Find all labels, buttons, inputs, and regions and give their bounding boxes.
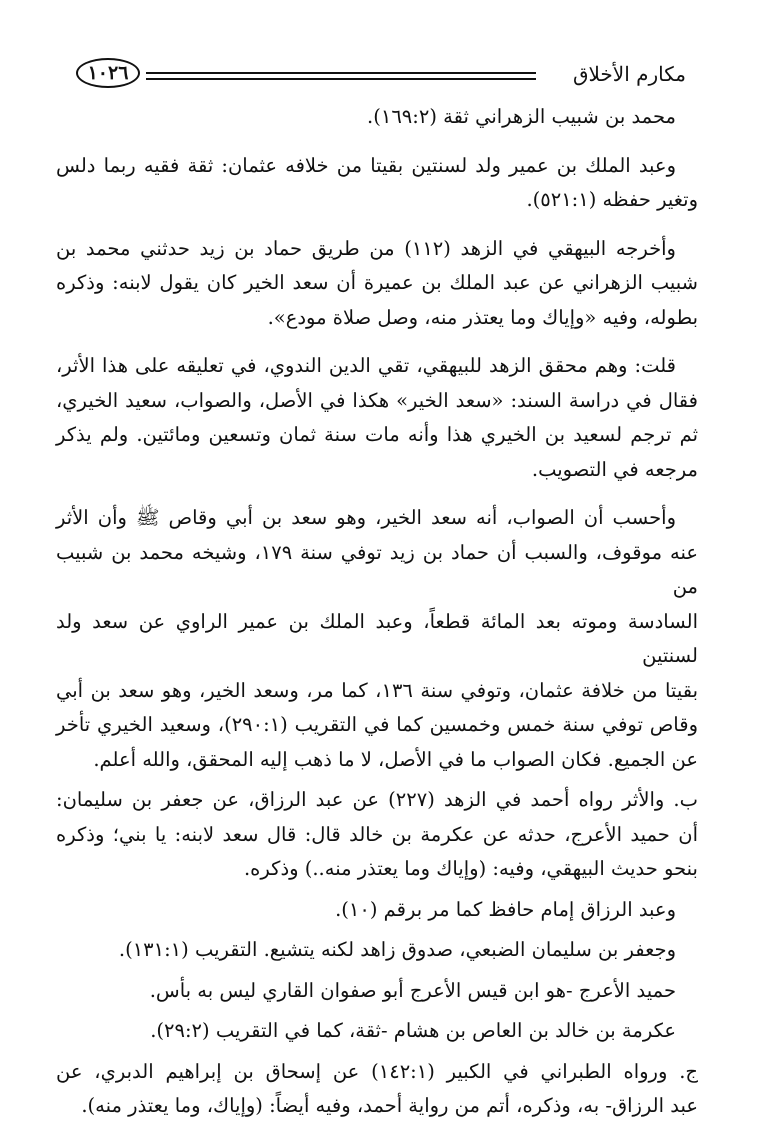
text-line: بطوله، وفيه «وإياك وما يعتذر منه، وصل صلاة مودع».: [267, 305, 698, 329]
paragraph-8: [56, 933, 698, 968]
text-line: أن حميد الأعرج، حدثه عن عكرمة بن خالد قال: قال سعد لابنه: يا بني؛ وذكره: [56, 822, 698, 846]
paragraph-5: [56, 501, 698, 777]
paragraph-2: [56, 149, 698, 218]
text-line: مرجعه في التصويب.: [531, 457, 698, 481]
paragraph-11: [56, 1055, 698, 1124]
text-line: عن الجميع. فكان الصواب ما في الأصل، لا ما ذهب إليه المحقق، والله أعلم.: [93, 747, 698, 771]
text-line: السادسة وموته بعد المائة قطعاً، وعبد الملك بن عمير الراوي عن سعد ولد لسنتين: [56, 609, 698, 667]
text-line: فقال في دراسة السند: «سعد الخير» هكذا في الأصل، والصواب، سعيد الخيري،: [56, 388, 698, 412]
header-double-rule: [146, 72, 536, 82]
text-line: عبد الرزاق- به، وذكره، أتم من رواية أحمد، وفيه أيضاً: (وإياك، وما يعتذر منه).: [81, 1094, 698, 1117]
page-header: [76, 58, 686, 98]
header-rule-bottom: [146, 78, 536, 80]
paragraph-7: [56, 893, 698, 928]
text-line: وقاص توفي سنة خمس وخمسين كما في التقريب (٢٩٠:١)، وسعيد الخيري تأخر: [56, 713, 698, 736]
text-line: قلت: وهم محقق الزهد للبيهقي، تقي الدين الندوي، في تعليقه على هذا الأثر،: [56, 354, 676, 377]
running-title: مكارم الأخلاق: [572, 62, 686, 86]
paragraph-4: [56, 349, 698, 487]
text-line: حميد الأعرج -هو ابن قيس الأعرج أبو صفوان القاري ليس به بأس.: [149, 978, 676, 1002]
text-line: محمد بن شبيب الزهراني ثقة (١٦٩:٢).: [367, 105, 676, 128]
paragraph-1: [56, 100, 698, 135]
text-line: بقيتا من خلافة عثمان، وتوفي سنة ١٣٦، كما مر، وسعد الخير، وهو سعد بن أبي: [56, 678, 698, 702]
text-line: وعبد الملك بن عمير ولد لسنتين بقيتا من خلافه عثمان: ثقة فقيه ربما دلس: [56, 153, 676, 177]
body-text: [56, 100, 698, 1124]
text-line: بنحو حديث البيهقي، وفيه: (وإياك وما يعتذر منه..) وذكره.: [243, 857, 698, 880]
header-rule-top: [146, 72, 536, 74]
text-line: ثم ترجم لسعيد بن الخيري هذا وأنه مات سنة ثمان وتسعين ومائتين. ولم يذكر: [56, 423, 698, 446]
text-line: عنه موقوف، والسبب أن حماد بن زيد توفي سنة ١٧٩، وشيخه محمد بن شبيب من: [56, 540, 698, 598]
page-number-badge: [76, 58, 140, 88]
paragraph-10: [56, 1014, 698, 1049]
text-line: ب. والأثر رواه أحمد في الزهد (٢٢٧) عن عبد الرزاق، عن جعفر بن سليمان:: [56, 788, 698, 811]
page-number: ١٠٢٦: [87, 62, 129, 84]
paragraph-9: [56, 974, 698, 1009]
text-line: وعبد الرزاق إمام حافظ كما مر برقم (١٠).: [335, 897, 676, 921]
text-line: وتغير حفظه (٥٢١:١).: [526, 188, 698, 211]
paragraph-6: [56, 783, 698, 887]
text-line: ج. ورواه الطبراني في الكبير (١٤٢:١) عن إسحاق بن إبراهيم الدبري، عن: [56, 1059, 698, 1083]
text-line: عكرمة بن خالد بن العاص بن هشام -ثقة، كما في التقريب (٢٩:٢).: [150, 1019, 676, 1042]
text-line: وأخرجه البيهقي في الزهد (١١٢) من طريق حماد بن زيد حدثني محمد بن: [56, 236, 676, 260]
text-line: شبيب الزهراني عن عبد الملك بن عميرة أن سعد الخير كان يقول لابنه: وذكره: [56, 271, 698, 294]
paragraph-3: [56, 232, 698, 336]
text-line: وأحسب أن الصواب، أنه سعد الخير، وهو سعد بن أبي وقاص ﷺ وأن الأثر: [56, 506, 676, 529]
text-line: وجعفر بن سليمان الضبعي، صدوق زاهد لكنه يتشيع. التقريب (١٣١:١).: [118, 938, 676, 961]
